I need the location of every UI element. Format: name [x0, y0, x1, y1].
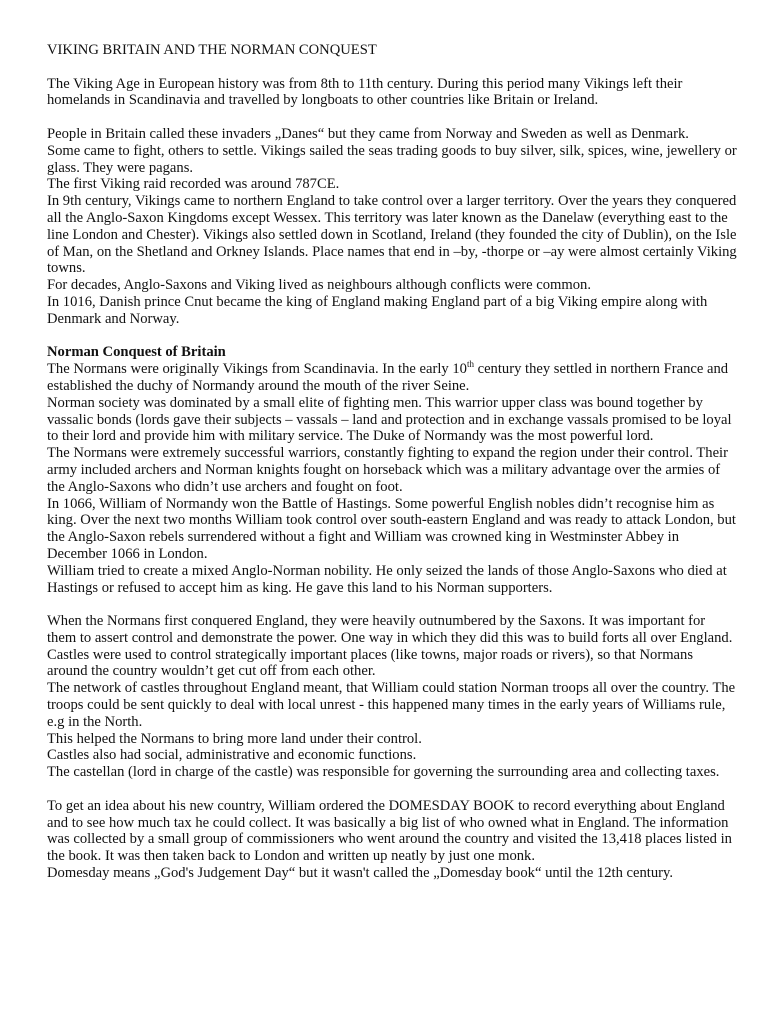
viking-danelaw-paragraph: In 9th century, Vikings came to northern England to take control over a larger territory. Over the years they conquered all the Anglo-Saxon Kingdoms except Wessex. This territory was later known as the Danelaw (everything east to the line London and Chester). Vikings also settled down in Scotland, Ireland (they founded the city of Dublin), on the Isle of Man, on the Shetland and Orkney Islands. Place names that end in –by, -thorpe or –ay were almost certainly Viking towns. [47, 193, 737, 277]
norman-warriors-paragraph: The Normans were extremely successful warriors, constantly fighting to expand the region under their control. Their army included archers and Norman knights fought on horseback which was a military advantage over the armies of the Anglo-Saxons who didn’t use archers and fought on foot. [47, 445, 728, 495]
norman-origin-text-a: The Normans were originally Vikings from Scandinavia. In the early 10 [47, 361, 467, 378]
viking-first-raid-paragraph: The first Viking raid recorded was around 787CE. [47, 176, 340, 193]
domesday-meaning-paragraph: Domesday means „God's Judgement Day“ but it wasn't called the „Domesday book“ until the 12th century. [47, 865, 674, 882]
norman-section-heading: Norman Conquest of Britain [47, 344, 226, 361]
castles-control-paragraph: This helped the Normans to bring more land under their control. [47, 730, 422, 747]
castles-network-paragraph: The network of castles throughout England meant, that William could station Norman troops all over the country. The troops could be sent quickly to deal with local unrest - this happened many times in the early years of Williams rule, e.g in the North. [47, 680, 736, 730]
norman-society-paragraph: Norman society was dominated by a small elite of fighting men. This warrior upper class was bound together by vassalic bonds (lords gave their subjects – vassals – land and protection and in exchange vassals promised to be loyal to their lord and provide him with military service. The Duke of Normandy was the most powerful lord. [47, 394, 732, 445]
norman-origin-paragraph [47, 361, 737, 395]
paragraph-gap [47, 59, 737, 76]
norman-hastings-paragraph: In 1066, William of Normandy won the Battle of Hastings. Some powerful English nobles didn’t recognise him as king. Over the next two months William took control over south-eastern England and was ready to attack London, but the Anglo-Saxon rebels surrendered without a fight and William was crowned king in Westminster Abbey in December 1066 in London. [47, 495, 736, 562]
norman-nobility-paragraph: William tried to create a mixed Anglo-Norman nobility. He only seized the lands of those Anglo-Saxons who died at Hastings or refused to accept him as king. He gave this land to his Norman supporters. [47, 562, 727, 596]
viking-trade-paragraph: Some came to fight, others to settle. Vikings sailed the seas trading goods to buy silver, silk, spices, wine, jewellery or glass. They were pagans. [47, 142, 737, 176]
domesday-book-paragraph: To get an idea about his new country, William ordered the DOMESDAY BOOK to record everything about England and to see how much tax he could collect. It was basically a big list of who owned what in England. The information was collected by a small group of commissioners who went around the country and visited the 13,418 places listed in the book. It was then taken back to London and written up neatly by just one monk. [47, 797, 732, 865]
viking-cnut-paragraph: In 1016, Danish prince Cnut became the king of England making England part of a big Viking empire along with Denmark and Norway. [47, 293, 708, 327]
viking-danes-paragraph: People in Britain called these invaders „Danes“ but they came from Norway and Sweden as well as Denmark. [47, 125, 689, 142]
document-page [47, 42, 737, 882]
viking-neighbours-paragraph: For decades, Anglo-Saxons and Viking lived as neighbours although conflicts were common. [47, 277, 591, 294]
ordinal-superscript: th [466, 359, 474, 370]
document-title: VIKING BRITAIN AND THE NORMAN CONQUEST [47, 42, 377, 58]
paragraph-gap [47, 781, 737, 798]
paragraph-gap [47, 596, 737, 613]
paragraph-gap [47, 109, 737, 126]
castles-castellan-paragraph: The castellan (lord in charge of the castle) was responsible for governing the surrounding area and collecting taxes. [47, 764, 720, 781]
norman-origin-text-b: century they settled in northern France and established the duchy of Normandy around the mouth of the river Seine. [47, 361, 729, 394]
castles-forts-paragraph: When the Normans first conquered England, they were heavily outnumbered by the Saxons. It was important for them to assert control and demonstrate the power. One way in which they did this was to build forts all over England. Castles were used to control strategically important places (like towns, major roads or rivers), so that Normans around the country wouldn’t get cut off from each other. [47, 613, 733, 680]
viking-intro-paragraph: The Viking Age in European history was from 8th to 11th century. During this period many Vikings left their homelands in Scandinavia and travelled by longboats to other countries like Britain or Ireland. [47, 75, 683, 109]
castles-functions-paragraph: Castles also had social, administrative and economic functions. [47, 747, 417, 764]
paragraph-gap [47, 328, 737, 345]
